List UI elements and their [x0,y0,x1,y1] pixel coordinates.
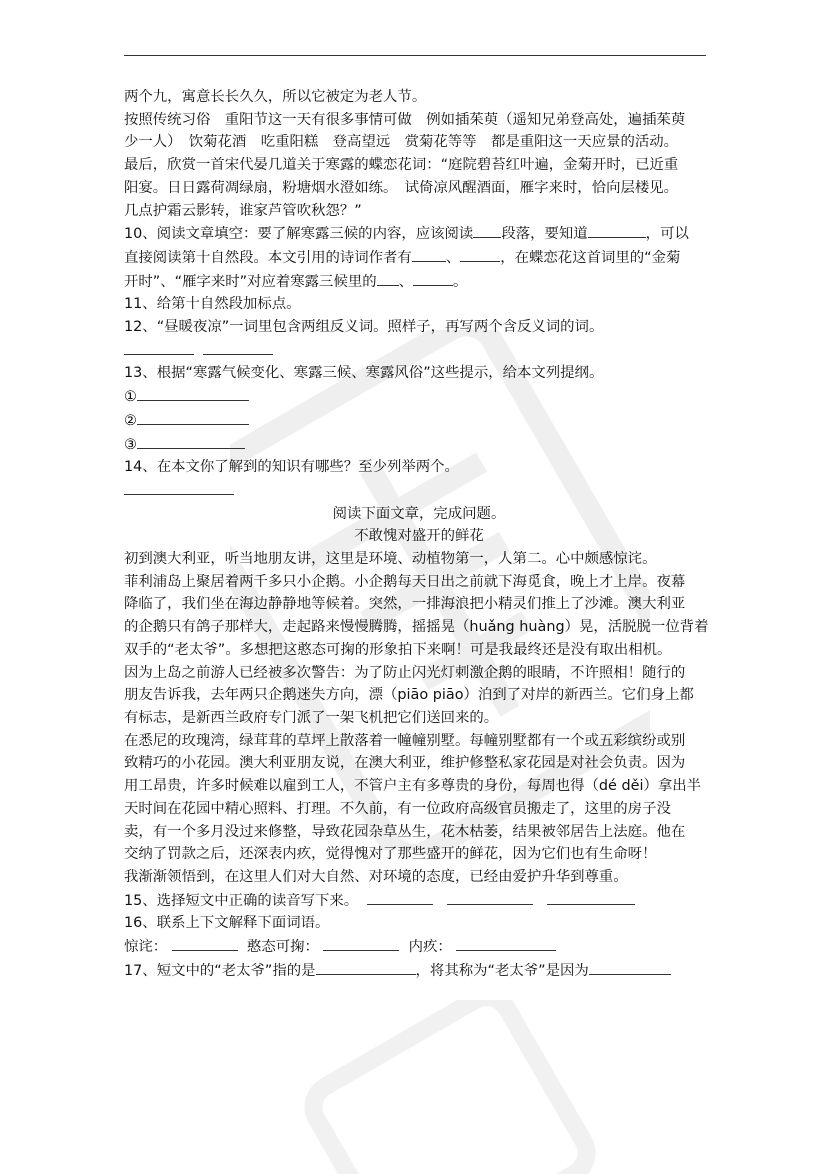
watermark-logo-bottom [300,1000,600,1174]
text-line: 两个九，寓意长长久久，所以它被定为老人节。 [124,89,427,105]
answer-blank[interactable] [547,889,635,905]
question-11: 11、给第十自然段加标点。 [124,296,301,313]
article-line: 卖，有一个多月没过来修整，导致花园杂草丛生，花木枯萎，结果被邻居告上法庭。他在 [124,823,686,840]
answer-blank[interactable] [456,935,556,951]
answer-blank[interactable] [589,959,671,975]
answer-line-row [124,339,714,363]
article-line: 菲利浦岛上聚居着两千多只小企鹅。小企鹅每天日出之前就下海觅食，晚上才上岸。夜幕 [124,573,686,590]
article-line: 降临了，我们坐在海边静静地等候着。突然，一排海浪把小精灵们推上了沙滩。澳大利亚 [124,596,686,613]
article-line: 用工昂贵，许多时候难以雇到工人，不管户主有多尊贵的身份，每周也得（dé děi）拿出半 [124,778,702,795]
question-15 [124,889,714,913]
article-line: 天时间在花园中精心照料、打理。不久前，有一位政府高级官员搬走了，这里的房子没 [124,800,671,817]
outline-item-1 [124,385,714,409]
article-line: 交纳了罚款之后，还深表内疚，觉得愧对了那些盛开的鲜花，因为它们也有生命呀！ [124,846,657,863]
answer-blank[interactable] [413,270,453,286]
header-rule [124,55,706,56]
question-16-terms [124,935,714,959]
section-instruction: 阅读下面文章，完成问题。 [332,505,506,522]
answer-blank[interactable] [137,385,249,401]
article-line: 朋友告诉我，去年两只企鹅迷失方向，漂（piāo piāo）泊到了对岸的新西兰。它们身上都 [124,687,694,704]
q17-text-a: 17、短文中的“老太爷”指的是 [124,962,316,979]
question-10 [124,222,714,246]
text-line: 按照传统习俗 重阳节这一天有很多事情可做 例如插茱萸（遥知兄弟登高处，遍插茱萸 [124,111,686,128]
article-line: 初到澳大利亚，听当地朋友讲，这里是环境、动植物第一，人第二。心中颇感惊诧。 [124,551,657,568]
outline-mark: ② [124,412,137,429]
question-12: 12、“昼暖夜凉”一词里包含两组反义词。照样子，再写两个含反义词的词。 [124,319,604,336]
question-10-line-2 [124,246,714,270]
outline-item-2 [124,409,714,433]
text-line: 阳宴。日日露荷凋绿扇，粉塘烟水澄如练。 试倚凉风醒酒面，雁字来时，恰向层楼见。 [124,179,679,196]
answer-blank[interactable] [203,339,273,355]
q10-text-g: 。 [453,273,468,290]
outline-mark: ③ [124,436,137,453]
answer-blank[interactable] [137,409,249,425]
document-body [124,86,714,982]
q10-text-e: ，在蝶恋花这首词里的“金菊 [500,249,681,266]
answer-blank[interactable] [124,479,234,495]
question-16: 16、联系上下文解释下面词语。 [124,915,330,932]
answer-line-row [124,479,714,503]
answer-blank[interactable] [316,959,416,975]
article-line: 因为上岛之前游人已经被多次警告：为了防止闪光灯刺激企鹅的眼睛，不许照相！随行的 [124,664,686,681]
q10-text-d: 、 [445,249,461,266]
answer-blank[interactable] [460,246,500,262]
answer-blank[interactable] [473,222,501,238]
q10-text-b: 段落，要知道 [501,226,588,243]
answer-blank[interactable] [172,935,238,951]
question-14: 14、在本文你了解到的知识有哪些？至少列举两个。 [124,459,459,476]
question-13: 13、根据“寒露气候变化、寒露三候、寒露风俗”这些提示，给本文列提纲。 [124,365,604,382]
article-line: 致精巧的小花园。澳大利亚朋友说，在澳大利亚，维护修整私家花园是对社会负责。因为 [124,755,686,772]
q15-text: 15、选择短文中正确的读音写下来。 [124,892,359,909]
outline-item-3 [124,433,714,457]
answer-blank[interactable] [323,935,399,951]
article-title: 不敢愧对盛开的鲜花 [354,528,484,545]
answer-blank[interactable] [588,222,646,238]
article-line: 的企鹅只有鸽子那样大，走起路来慢慢腾腾，摇摇晃（huǎng huàng）晃，活脱脱一位背着 [124,619,709,636]
outline-mark: ① [124,389,137,406]
q10-text-line3: 开时”、“雁字来时”对应着寒露三候里的 [124,273,377,290]
q17-text-b: ，将其称为“老太爷”是因为 [415,962,589,979]
answer-blank[interactable] [367,889,433,905]
answer-blank[interactable] [447,889,533,905]
q10-text-line2: 直接阅读第十自然段。本文引用的诗词作者有 [124,249,412,266]
text-line: 少一人） 饮菊花酒 吃重阳糕 登高望远 赏菊花等等 都是重阳这一天应景的活动。 [124,134,679,151]
text-line: 最后，欣赏一首宋代晏几道关于寒露的蝶恋花词：“庭院碧苔红叶遍，金菊开时，已近重 [124,157,679,174]
question-10-line-3 [124,270,714,294]
term-label: 惊诧： [124,939,168,956]
answer-blank[interactable] [412,246,446,262]
article-line: 我渐渐领悟到，在这里人们对大自然、对环境的态度，已经由爱护升华到尊重。 [124,868,628,885]
article-line: 有标志，是新西兰政府专门派了一架飞机把它们送回来的。 [124,709,499,726]
term-label: 憨态可掬： [246,939,319,956]
article-line: 双手的“老太爷”。多想把这憨态可掬的形象拍下来啊！可是我最终还是没有取出相机。 [124,641,672,658]
answer-blank[interactable] [124,339,194,355]
q10-text-f: 、 [398,273,414,290]
q10-text-a: 10、阅读文章填空：要了解寒露三候的内容，应该阅读 [124,226,474,243]
question-17 [124,959,714,983]
text-line: 几点护霜云影转，谁家芦管吹秋怨？” [124,202,362,219]
answer-blank[interactable] [377,270,399,286]
answer-blank[interactable] [137,433,245,449]
article-line: 在悉尼的玫瑰湾，绿茸茸的草坪上散落着一幢幢别墅。每幢别墅都有一个或五彩缤纷或别 [124,732,686,749]
term-label: 内疚： [408,939,452,956]
q10-text-c: ，可以 [645,226,689,243]
